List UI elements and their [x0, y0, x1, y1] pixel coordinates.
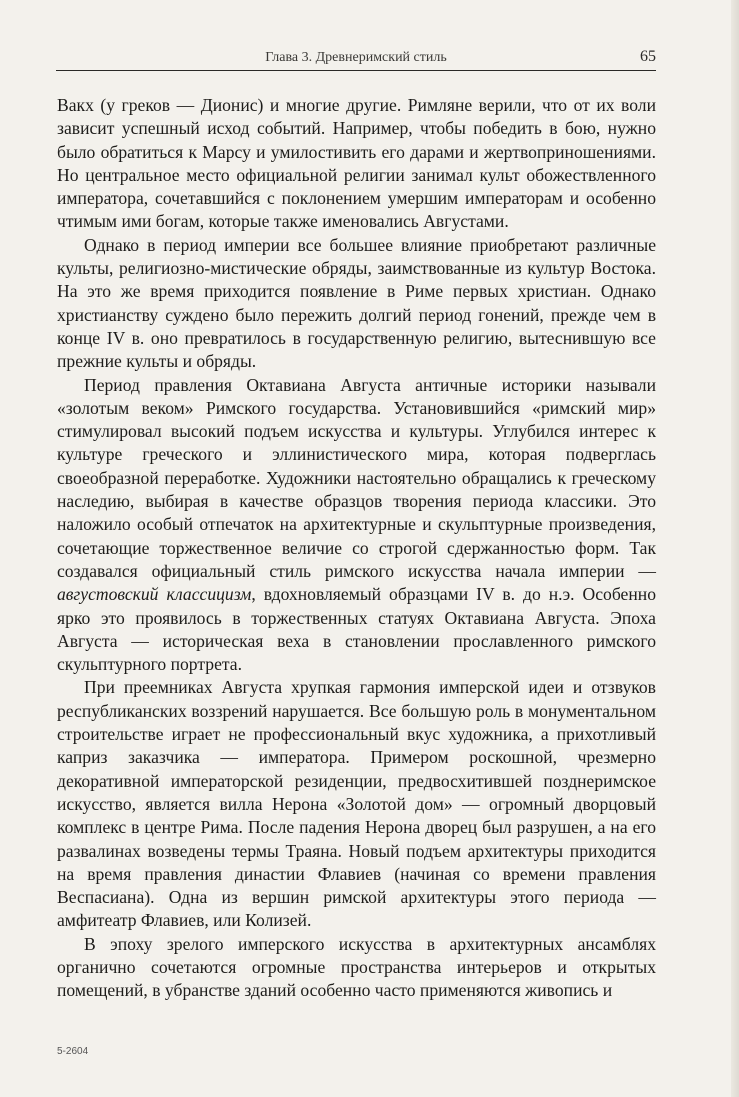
paragraph: [57, 374, 656, 677]
paragraph-text: Период правления Октавиана Августа античные историки называли «золотым веком» Римского государства. Установившийся «римский мир» стимулировал высокий подъем искусства и культуры. Углубился интерес к культуре греческого и эллинистического мира, которая подверглась своеобразной переработке. Художники настоятельно обращались к греческому наследию, выбирая в качестве образцов творения периода классики. Это наложило особый отпечаток на архитектурные и скульптурные произведения, сочетающие торжественное величие со строгой сдержанностью форм. Так создавался официальный стиль римского искусства начала империи —: [57, 374, 656, 581]
page-number: 65: [640, 48, 656, 65]
page-edge: [731, 0, 739, 1097]
running-title: Глава 3. Древнеримский стиль: [265, 50, 447, 65]
running-header: [56, 46, 656, 71]
paragraph-text: , вдохновляемый образцами IV в. до н.э. Особенно ярко это проявилось в торжественных статуях Октавиана Августа. Эпоха Августа — историческая веха в становлении прославленного римского скульптурного портрета.: [57, 584, 656, 675]
paragraph-continuation: Вакх (у греков — Дионис) и многие другие. Римляне верили, что от их воли зависит успешный исход событий. Например, чтобы победить в бою, нужно было обратиться к Марсу и умилостивить его дарами и жертвоприношениями. Но центральное место официальной религии занимал культ обожествленного императора, сочетавшийся с поклонением умершим императорам и особенно чтимым ими богам, которые также именовались Августами.: [57, 95, 656, 232]
paragraph: При преемниках Августа хрупкая гармония имперской идеи и отзвуков республиканских воззрений нарушается. Все большую роль в монументальном строительстве играет не профессиональный вкус художника, а прихотливый каприз заказчика — императора. Примером роскошной, чрезмерно декоративной императорской резиденции, предвосхитившей позднеримское искусство, является вилла Нерона «Золотой дом» — огромный дворцовый комплекс в центре Рима. После падения Нерона дворец был разрушен, а на его развалинах возведены термы Траяна. Новый подъем архитектуры приходится на время правления династии Флавиев (начиная со времени правления Веспасиана). Одна из вершин римской архитектуры этого периода — амфитеатр Флавиев, или Колизей.: [57, 677, 656, 931]
body-text: [57, 94, 656, 1003]
signature-code: 5-2604: [57, 1046, 89, 1057]
paragraph: В эпоху зрелого имперского искусства в архитектурных ансамблях органично сочетаются огромные пространства интерьеров и открытых помещений, в убранстве зданий особенно часто применяются живопись и: [57, 933, 656, 1001]
paragraph: Однако в период империи все большее влияние приобретают различные культы, религиозно-мистические обряды, заимствованные из культур Востока. На это же время приходится появление в Риме первых христиан. Однако христианству суждено было пережить долгий период гонений, прежде чем в конце IV в. оно превратилось в государственную религию, вытеснившую все прежние культы и обряды.: [57, 234, 656, 372]
emphasis-term: августовский классицизм: [57, 584, 252, 605]
